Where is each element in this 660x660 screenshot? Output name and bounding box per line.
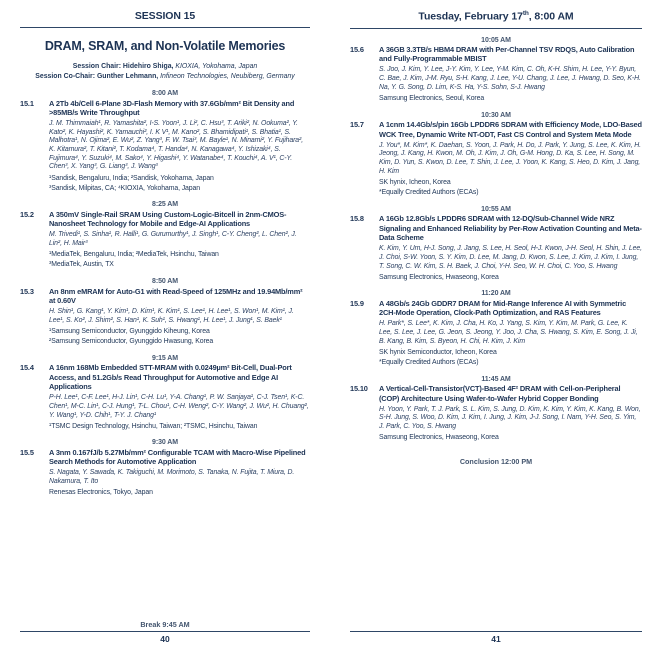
- paper-title: An 8nm eMRAM for Auto-G1 with Read-Speed of 125MHz and 19.94Mb/mm² at 0.60V: [49, 286, 303, 306]
- paper-affiliation: Samsung Electronics, Seoul, Korea: [379, 95, 485, 102]
- paper-entry: [350, 214, 642, 282]
- paper-authors: J. M. Thimmaiah¹, R. Yamashita², I-S. Yoon¹, J. Li², C. Hsu³, T. Ariki², N. Ookuma², Y. Kato², K. Hayashi², K. Yamauchi², I. K V¹, M. Kano², S. Bhamidipati¹, S. Bhatia¹, S. Malhotra¹, N. Ojima², E. Wu², Z. Yang³, F. W. Tsai³, M. Bayle¹, N. Minami², Y. Fujihara², K. Kitamura², T. Kitani², T. Kodama⁴, T. Handa⁴, N. Kanagawa⁴, Y. Ishizaki⁴, S. Fujimura⁴, Y. Suzuki⁴, M. Sako⁴, Y. Higashi⁴, Y. Watanabe⁴, T. Kouchi⁴, A. V¹, C-Y. Chen³, X. Yang³, G. Liang³, J. Wang³: [49, 119, 304, 171]
- paper-time: 8:25 AM: [152, 201, 178, 209]
- right-footer: [350, 631, 642, 644]
- paper-affiliation: SK hynix, Icheon, Korea: [379, 178, 451, 186]
- paper-affiliation: ¹Samsung Semiconductor, Gyunggido Kiheung, Korea: [49, 327, 210, 335]
- day-header-ordinal: th: [522, 10, 529, 17]
- right-column: [350, 10, 642, 644]
- paper-id: 15.5: [20, 447, 34, 457]
- paper-authors: H. Shin¹, G. Kang¹, Y. Kim¹, D. Kim¹, K. Kim¹, S. Lee¹, H. Lee¹, S. Won¹, M. Kim¹, J. Lee¹, S. Ko², J. Shim², S. Han¹, K. Suh¹, S. Hwang¹, H. Lee¹, J. Jung¹, S. Baek¹: [49, 308, 294, 324]
- paper-title: A 2Tb 4b/Cell 6-Plane 3D-Flash Memory with 37.6Gb/mm² Bit Density and >85MB/s Write Throughput: [49, 98, 295, 117]
- paper-authors: H. Yoon, Y. Park, T. J. Park, S. L. Kim, S. Jung, D. Kim, K. Kim, Y. Kim, K. Kang, B. Won, S-H. Jung, S. Woo, D. Kim, J. Kim, I. Jung, J. Kim, J-J. Song, I. Nam, Y-H. Seo, S. Yim, J. Park, C. Yoo, S. Hwang: [379, 405, 641, 431]
- session-label: SESSION 15: [134, 10, 196, 22]
- session-chairs: [20, 62, 310, 82]
- paper-entry: [20, 448, 310, 498]
- paper-entry: [20, 210, 310, 270]
- day-header-time: , 8:00 AM: [528, 10, 574, 23]
- paper-authors: J. You*, M. Kim*, K. Daehan, S. Yoon, J. Park, H. Do, J. Park, Y. Jung, S. Lee, K. Kim, H. Jeong, J. Kang, H. Kwon, M. Oh, J. Kim, J. Oh, G-M. Hong, D. Ka, S. Lee, H. Song, M. Kim, D. Yun, S. Kwon, D. Lee, T. Shin, J. Lee, J. Yoon, K. Kang, S. Heo, D. Kim, J. Jang, H. Kim: [379, 141, 641, 175]
- paper-time: 10:55 AM: [481, 205, 511, 213]
- paper-title: A 1cnm 14.4Gb/s/pin 16Gb LPDDR6 SDRAM with Efficiency Mode, LDO-Based WCK Tree, Dynamic Write NT-ODT, Fast CS Control and System Meta Mode: [379, 120, 642, 139]
- paper-authors: P-H. Lee¹, C-F. Lee¹, H-J. Lin¹, C-H. Lu¹, Y-A. Chang¹, P. W. Sanjaya¹, C-J. Tsen¹, K-C. Chen¹, M-C. Lin¹, C-J. Hung¹, T-L. Chou¹, C-H. Weng², C-Y. Wang², J. Wu², H. Chuang², Y. Wang¹, Y-D. Chih¹, T-Y. J. Chang¹: [49, 394, 309, 419]
- paper-time: 10:05 AM: [481, 36, 511, 44]
- paper-title: A 36GB 3.3TB/s HBM4 DRAM with Per-Channel TSV RDQS, Auto Calibration and Fully-Programmable MBIST: [379, 45, 635, 64]
- cochair-affiliation: Infineon Technologies, Neubiberg, Germany: [158, 73, 295, 80]
- paper-affiliation: SK hynix Semiconductor, Icheon, Korea: [379, 348, 497, 356]
- footer-rule: [350, 631, 642, 632]
- paper-affiliation: ¹TSMC Design Technology, Hsinchu, Taiwan; ²TSMC, Hsinchu, Taiwan: [49, 422, 258, 430]
- paper-time: 11:20 AM: [481, 290, 511, 298]
- page-number: 40: [160, 634, 170, 644]
- paper-entry: [350, 120, 642, 198]
- paper-authors: M. Trivedi¹, S. Sinha¹, R. Halli¹, G. Gurumurthy¹, J. Singh¹, C-Y. Cheng², L. Chen², J. Lin², H. Mair³: [49, 231, 297, 248]
- session-header: [20, 10, 310, 28]
- paper-affiliation: Renesas Electronics, Tokyo, Japan: [49, 489, 153, 497]
- day-header-text: Tuesday, February 17: [418, 10, 523, 23]
- paper-entry: [350, 384, 642, 443]
- paper-id: 15.8: [350, 214, 364, 224]
- paper-id: 15.10: [350, 384, 368, 394]
- footer-rule: [20, 631, 310, 632]
- paper-authors: S. Nagata, Y. Sawada, K. Takiguchi, M. Morimoto, S. Tanaka, N. Fujita, T. Miura, D. Nakamura, T. Ito: [49, 469, 295, 486]
- paper-id: 15.3: [20, 286, 34, 296]
- session-title: DRAM, SRAM, and Non-Volatile Memories: [44, 39, 286, 53]
- chair-name: Session Chair: Hidehiro Shiga,: [72, 63, 174, 70]
- paper-entry: [20, 99, 310, 194]
- chair-line: [20, 62, 310, 72]
- paper-id: 15.4: [20, 363, 34, 373]
- paper-affiliation: Samsung Electronics, Hwaseong, Korea: [379, 273, 499, 281]
- cochair-name: Session Co-Chair: Gunther Lehmann,: [35, 73, 159, 80]
- paper-id: 15.2: [20, 209, 34, 219]
- paper-title: A 3nm 0.167fJ/b 5.27Mb/mm² Configurable TCAM with Macro-Wise Pipelined Search Methods for Automotive Application: [49, 447, 306, 467]
- paper-title: A 48Gb/s 24Gb GDDR7 DRAM for Mid-Range Inference AI with Symmetric 2CH-Mode Operation, Clock-Path Optimization, and RAS Features: [379, 298, 627, 318]
- paper-affiliation: Samsung Electronics, Hwaseong, Korea: [379, 434, 499, 442]
- paper-time: 9:30 AM: [152, 439, 178, 447]
- cochair-line: [20, 72, 310, 82]
- paper-affiliation: ³MediaTek, Austin, TX: [49, 261, 114, 269]
- left-footer: [20, 620, 310, 644]
- paper-authors: S. Joo, J. Kim, Y. Lee, J-Y. Kim, Y. Lee, Y-M. Kim, C. Oh, K-H. Shim, H. Lee, Y-Y. Byun, C. Bae, J. Kim, J-M. Ryu, S-H. Kang, J. Lee, Y-U. Chang, J. Lee, J. Hwang, D. Seo, K-H. Na, Y. G. Song, D. Lim, K-S. Ha, Y-S. Sohn, S-J. Hwang: [379, 66, 641, 91]
- paper-affiliation: ³Sandisk, Milpitas, CA; ⁴KIOXIA, Yokohama, Japan: [49, 184, 200, 192]
- page-number: 41: [491, 634, 501, 644]
- paper-id: 15.1: [20, 98, 34, 108]
- paper-time: 8:00 AM: [152, 90, 178, 97]
- paper-entry: [20, 287, 310, 347]
- paper-affiliation: ¹Sandisk, Bengaluru, India; ²Sandisk, Yokohama, Japan: [49, 174, 214, 182]
- paper-title: A Vertical-Cell-Transistor(VCT)-Based 4F² DRAM with Cell-on-Peripheral (COP) Architecture Using Wafer-to-Wafer Hybrid Copper Bonding: [379, 384, 621, 403]
- paper-entry: [350, 299, 642, 368]
- paper-id: 15.9: [350, 298, 364, 308]
- break-note: Break 9:45 AM: [140, 620, 190, 629]
- paper-entry: [20, 363, 310, 431]
- paper-note-ecas: *Equally Credited Authors (ECAs): [379, 359, 479, 367]
- paper-title: A 16Gb 12.8Gb/s LPDDR6 SDRAM with 12-DQ/Sub-Channel Wide NRZ Signaling and Enhanced Reliability by Per-Row Activation Counting and Meta-Data Scheme: [379, 214, 642, 243]
- paper-title: A 16nm 168Mb Embedded STT-MRAM with 0.0249µm² Bit-Cell, Dual-Port Access, and 51.2Gb/s Read Throughput for Automotive and Edge AI Applications: [49, 363, 292, 392]
- paper-time: 9:15 AM: [152, 354, 178, 362]
- paper-note-ecas: *Equally Credited Authors (ECAs): [379, 189, 479, 197]
- paper-id: 15.7: [350, 120, 364, 130]
- chair-affiliation: KIOXIA, Yokohama, Japan: [173, 63, 258, 70]
- paper-time: 11:45 AM: [481, 375, 511, 383]
- paper-entry: [350, 45, 642, 104]
- left-column: [20, 10, 310, 644]
- paper-affiliation: ²Samsung Semiconductor, Gyunggido Hwasung, Korea: [49, 338, 214, 346]
- day-header: [350, 10, 642, 29]
- conclusion-note: Conclusion 12:00 PM: [459, 456, 533, 466]
- paper-id: 15.6: [350, 45, 364, 54]
- paper-authors: H. Park*, S. Lee*, K. Kim, J. Cha, H. Ko, J. Yang, S. Kim, Y. Kim, M. Park, G. Lee, K. Lee, S. Lee, J. Lee, G. Jeon, S. Jeong, Y. Joo, J. Cha, S. Hwang, S. Kim, E. Song, J. Ji, B. Kang, B. Kim, S. Byeon, H. Chi, H. Kim, J. Kim: [379, 320, 638, 345]
- paper-title: A 350mV Single-Rail SRAM Using Custom-Logic-Bitcell in 2nm-CMOS-Nanosheet Technology for Mobile and Edge-AI Applications: [49, 209, 287, 229]
- paper-time: 10:30 AM: [481, 111, 511, 119]
- paper-affiliation: ¹MediaTek, Bengaluru, India; ²MediaTek, Hsinchu, Taiwan: [49, 251, 219, 259]
- paper-time: 8:50 AM: [152, 278, 178, 286]
- paper-authors: K. Kim, Y. Um, H-J. Song, J. Jang, S. Lee, H. Seol, H-J. Kwon, J-H. Seol, H. Shin, J. Lee, J. Choi, S-W. Yoon, S. Y. Kim, D. Lee, M. Jang, D. Kwon, S. Lee, J. Kim, J. Kim, I. Jung, T. Song, C. W. Kim, S. H. Baek, J. Choi, Y-H. Seo, W. H. Choi, C. Yoo, S. Hwang: [379, 245, 642, 270]
